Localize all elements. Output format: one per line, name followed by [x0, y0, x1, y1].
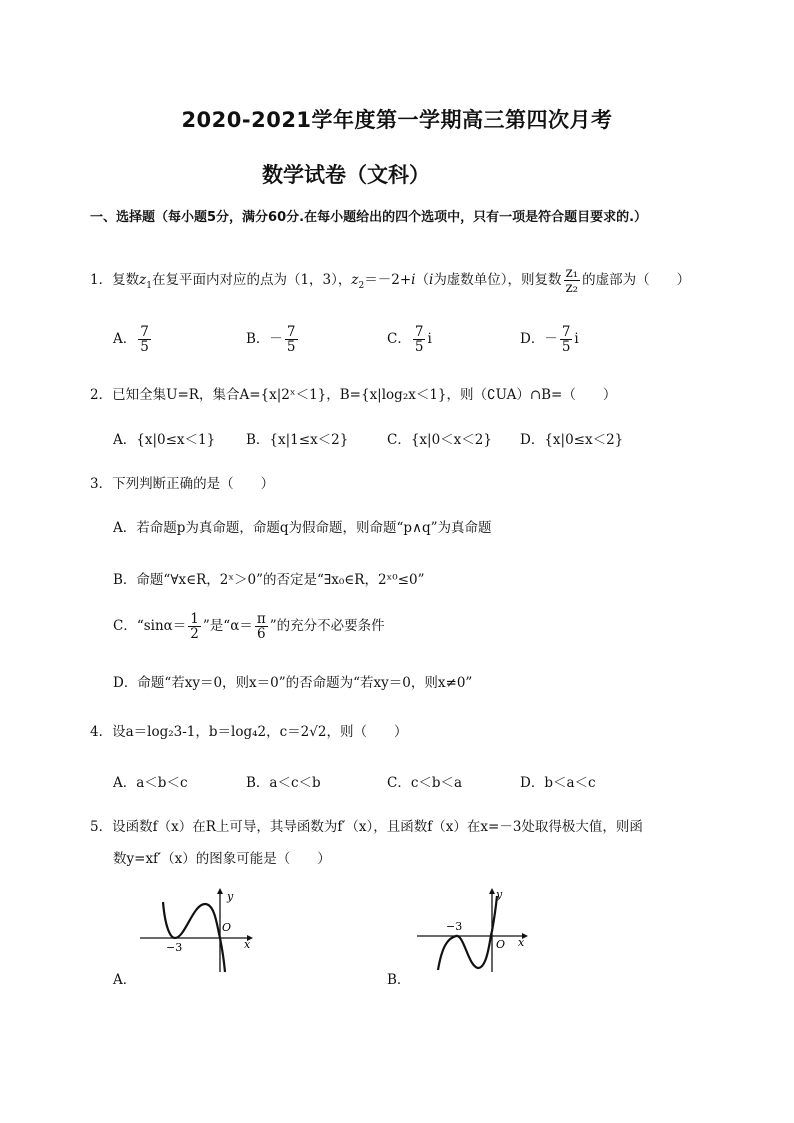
exam-title: 2020-2021学年度第一学期高三第四次月考 [181, 108, 613, 132]
option-label: A． [113, 331, 137, 348]
imag-unit-2: i [428, 272, 434, 289]
y-axis-arrow-icon [217, 888, 223, 894]
question-2-stem: 2．已知全集U=R，集合A={x|2ˣ＜1}，B={x|log₂x＜1}，则（∁UA）∩B=（ ） [90, 387, 617, 403]
q1-text-e: 为虚数单位），则复数 [433, 272, 562, 289]
q1-text-c: ＝－2+ [364, 272, 412, 289]
q3-option-b[interactable]: B．命题“∀x∈R，2ˣ＞0”的否定是“∃x₀∈R，2ˣ⁰≤0” [113, 572, 425, 588]
q1-text-b: 在复平面内对应的点为（1，3）， [151, 272, 352, 289]
question-3-stem: 3．下列判断正确的是（ ） [90, 476, 275, 492]
fraction-numerator: π [256, 611, 266, 627]
origin-label: O [222, 921, 232, 934]
curve [163, 902, 225, 972]
imag-unit: i [411, 272, 416, 289]
option-text-c: ”的充分不必要条件 [269, 618, 385, 635]
q4-option-c[interactable]: C．c＜b＜a [387, 775, 463, 791]
q5-option-b-label[interactable]: B． [387, 972, 411, 988]
q3-option-c[interactable] [113, 612, 385, 641]
minus-sign: － [544, 331, 558, 348]
option-fraction [560, 325, 573, 354]
q1-text-a: 复数 [112, 272, 140, 289]
fraction-numerator: z₁ [565, 265, 579, 281]
option-fraction [285, 325, 298, 354]
minus-sign: － [269, 331, 283, 348]
x-label: x [518, 936, 525, 949]
fraction-denominator: 2 [190, 626, 199, 643]
fraction-numerator: 7 [414, 324, 424, 340]
origin-label: O [496, 938, 506, 951]
fraction-denominator: 5 [140, 339, 149, 356]
section-heading: 一、选择题（每小题5分，满分60分.在每小题给出的四个选项中，只有一项是符合题目要求的.） [90, 210, 648, 225]
z2-subscript: 2 [358, 280, 365, 291]
option-fraction [413, 325, 426, 354]
q1-text-d: （ [415, 272, 429, 289]
imag-unit: i [574, 331, 579, 348]
exam-subtitle: 数学试卷（文科） [262, 163, 430, 187]
q4-option-a[interactable]: A．a＜b＜c [113, 775, 188, 791]
curve [438, 896, 497, 970]
q4-option-b[interactable]: B．a＜c＜b [246, 775, 321, 791]
question-4-stem: 4．设a＝log₂3-1，b＝log₄2，c＝2√2，则（ ） [90, 724, 408, 740]
question-5-line1: 5．设函数f（x）在R上可导，其导函数为f′（x），且函数f（x）在x=－3处取得极大值，则函 [90, 819, 643, 835]
fraction-denominator: 6 [256, 626, 266, 643]
q3-option-d[interactable]: D．命题“若xy＝0，则x＝0”的否命题为“若xy＝0，则x≠0” [113, 675, 473, 691]
neg3-label: −3 [166, 941, 183, 954]
fraction-denominator: z₂ [565, 280, 579, 297]
fraction-numerator: 7 [561, 324, 571, 340]
z1-var: z [139, 272, 147, 289]
q4-option-d[interactable]: D．b＜a＜c [520, 775, 596, 791]
option-label: B． [246, 331, 270, 348]
y-axis-arrow-icon [489, 888, 495, 894]
q1-option-c[interactable] [387, 325, 432, 354]
q2-option-d[interactable]: D．{x|0≤x＜2} [520, 432, 624, 448]
y-label: y [496, 888, 503, 901]
x-label: x [244, 938, 251, 951]
fraction-denominator: 5 [286, 339, 296, 356]
graph-option-b[interactable] [412, 886, 532, 974]
q2-option-a[interactable]: A．{x|0≤x＜1} [113, 432, 216, 448]
q5-option-a-label[interactable]: A． [113, 972, 137, 988]
imag-unit: i [427, 331, 432, 348]
z2-var: z [351, 272, 359, 289]
q1-text-f: 的虚部为（ ） [582, 272, 691, 289]
option-fraction [138, 325, 151, 354]
neg3-label: −3 [446, 920, 463, 933]
fraction-denominator: 5 [414, 339, 424, 356]
q1-option-a[interactable] [113, 325, 153, 354]
question-5-line2: 数y=xf′（x）的图象可能是（ ） [113, 851, 331, 867]
q2-option-b[interactable]: B．{x|1≤x＜2} [246, 432, 349, 448]
option-text-b: ”是“α＝ [202, 618, 253, 635]
option-fraction [188, 612, 201, 641]
option-text-a: C．“sinα＝ [113, 618, 187, 635]
question-1-stem [90, 266, 690, 295]
option-label: D． [520, 331, 545, 348]
fraction-numerator: 7 [286, 324, 296, 340]
fraction-denominator: 5 [561, 339, 571, 356]
q1-option-b[interactable] [246, 325, 300, 354]
y-label: y [227, 890, 234, 903]
graph-option-a[interactable] [135, 886, 255, 974]
q1-fraction [564, 266, 581, 295]
question-number: 1． [90, 272, 113, 289]
q3-option-a[interactable]: A．若命题p为真命题，命题q为假命题，则命题“p∧q”为真命题 [113, 520, 492, 536]
fraction-numerator: 7 [140, 324, 149, 340]
fraction-numerator: 1 [190, 611, 199, 627]
option-label: C． [387, 331, 411, 348]
option-fraction-2 [255, 612, 268, 641]
z1-subscript: 1 [146, 280, 152, 291]
q1-option-d[interactable] [520, 325, 579, 354]
q2-option-c[interactable]: C．{x|0＜x＜2} [387, 432, 492, 448]
